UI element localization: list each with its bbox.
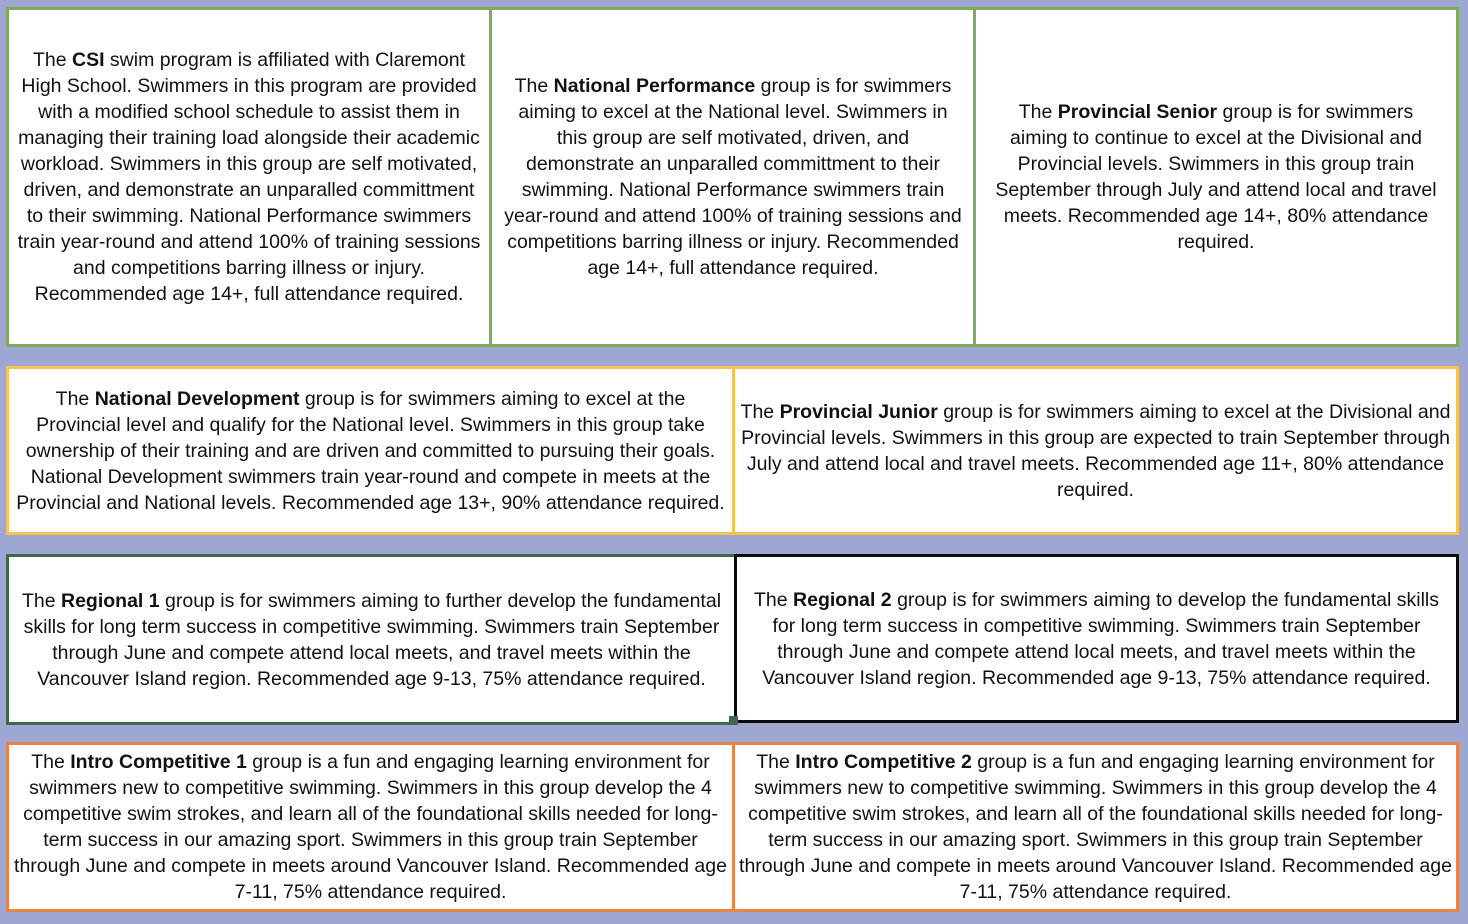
group-description: The Intro Competitive 1 group is a fun and engaging learning environment for swimmers new to competitive swimming. Swimmers in this group develop the 4 competitive swim strokes, and learn all of the foundational skills needed for long-term success in our amazing sport. Swimmers in this group train September through June and compete in meets around Vancouver Island. Recommended age 7-11, 75% attendance required.: [14, 751, 727, 903]
group-description: The Provincial Senior group is for swimmers aiming to continue to excel at the Divisional and Provincial levels. Swimmers in this group train September through July and attend local and travel meets. Recommended age 14+, 80% attendance required.: [995, 101, 1437, 253]
group-name: CSI: [72, 49, 105, 71]
group-name: National Performance: [553, 75, 756, 97]
group-description: The National Performance group is for swimmers aiming to excel at the National level. Swimmers in this group are self motivated, driven, and demonstrate an unparalled committment to their swimming. National Performance swimmers train year-round and attend 100% of training sessions and competitions barring illness or injury. Recommended age 14+, full attendance required.: [504, 75, 962, 279]
group-description: The Provincial Junior group is for swimmers aiming to excel at the Divisional and Provincial levels. Swimmers in this group are expected to train September through July and attend local and travel meets. Recommended age 11+, 80% attendance required.: [740, 400, 1451, 501]
group-card-national-development: [6, 366, 735, 535]
group-description: The Intro Competitive 2 group is a fun and engaging learning environment for swimmers new to competitive swimming. Swimmers in this group develop the 4 competitive swim strokes, and learn all of the foundational skills needed for long-term success in our amazing sport. Swimmers in this group train September through June and compete in meets around Vancouver Island. Recommended age 7-11, 75% attendance required.: [739, 751, 1452, 903]
group-card-national-performance: [489, 7, 977, 347]
group-description: The National Development group is for swimmers aiming to excel at the Provincial level and qualify for the National level. Swimmers in this group take ownership of their training and are driven and committed to pursuing their goals. National Development swimmers train year-round and compete in meets at the Provincial and National levels. Recommended age 13+, 90% attendance required.: [16, 387, 725, 514]
group-name: Regional 2: [793, 588, 892, 611]
group-card-intro-competitive-1: [6, 742, 735, 912]
group-description: The Regional 2 group is for swimmers aiming to develop the fundamental skills for long term success in competitive swimming. Swimmers train September through June and compete attend local meets, and travel meets within the Vancouver Island region. Recommended age 9-13, 75% attendance required.: [754, 588, 1439, 689]
group-description: The Regional 1 group is for swimmers aiming to further develop the fundamental skills for long term success in competitive swimming. Swimmers train September through June and compete attend local meets, and travel meets within the Vancouver Island region. Recommended age 9-13, 75% attendance required.: [21, 589, 722, 690]
group-card-csi: [6, 7, 492, 347]
group-card-regional-2: [734, 554, 1459, 723]
group-name: Provincial Senior: [1057, 101, 1218, 123]
group-card-provincial-senior: [973, 7, 1459, 347]
group-card-regional-1: [6, 554, 737, 725]
group-name: Regional 1: [60, 589, 160, 612]
group-card-provincial-junior: [732, 366, 1459, 535]
group-name: Intro Competitive 2: [795, 751, 972, 773]
group-card-intro-competitive-2: [732, 742, 1459, 912]
cell-corner-marker: [729, 716, 738, 725]
group-name: National Development: [94, 387, 300, 410]
group-name: Intro Competitive 1: [70, 751, 247, 773]
group-description: The CSI swim program is affiliated with Claremont High School. Swimmers in this program are provided with a modified school schedule to assist them in managing their training load alongside their academic workload. Swimmers in this group are self motivated, driven, and demonstrate an unparalled committment to their swimming. National Performance swimmers train year-round and attend 100% of training sessions and competitions barring illness or injury. Recommended age 14+, full attendance required.: [17, 49, 481, 305]
group-name: Provincial Junior: [779, 400, 938, 423]
